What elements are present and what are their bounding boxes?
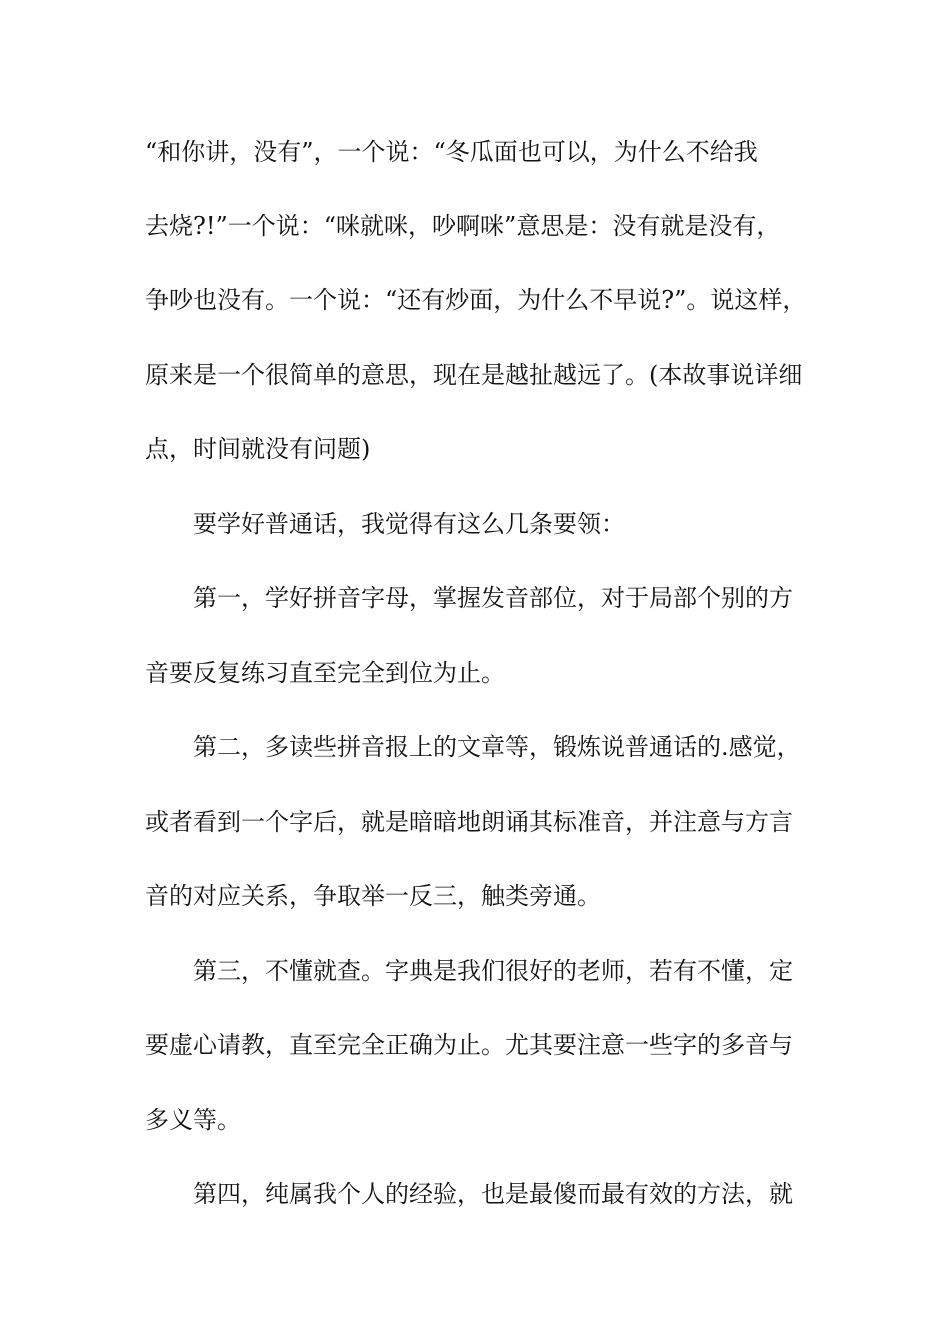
- paragraph-line: 音要反复练习直至完全到位为止。: [145, 659, 505, 687]
- paragraph-line: 音的对应关系，争取举一反三，触类旁通。: [145, 882, 601, 910]
- paragraph-line: 多义等。: [145, 1106, 241, 1134]
- paragraph-line: 原来是一个很简单的意思，现在是越扯越远了。(本故事说详细: [145, 361, 803, 389]
- paragraph-line: 去烧?!”一个说：“咪就咪，吵啊咪”意思是：没有就是没有，: [145, 212, 781, 240]
- paragraph-line: 争吵也没有。一个说：“还有炒面，为什么不早说?”。说这样，: [145, 286, 807, 314]
- paragraph-line: 第三，不懂就查。字典是我们很好的老师，若有不懂，定: [193, 957, 793, 985]
- paragraph-line: 或者看到一个字后，就是暗暗地朗诵其标准音，并注意与方言: [145, 808, 793, 836]
- paragraph-line: 第二，多读些拼音报上的文章等，锻炼说普通话的.感觉，: [193, 733, 801, 761]
- paragraph-line: 第四，纯属我个人的经验，也是最傻而最有效的方法，就: [193, 1180, 793, 1208]
- paragraph-line: 点，时间就没有问题): [145, 435, 371, 463]
- paragraph-line: 第一，学好拼音字母，掌握发音部位，对于局部个别的方: [193, 584, 793, 612]
- paragraph-line: 要学好普通话，我觉得有这么几条要领：: [193, 510, 625, 538]
- paragraph-line: “和你讲，没有”，一个说：“冬瓜面也可以，为什么不给我: [145, 138, 758, 166]
- paragraph-line: 要虚心请教，直至完全正确为止。尤其要注意一些字的多音与: [145, 1031, 793, 1059]
